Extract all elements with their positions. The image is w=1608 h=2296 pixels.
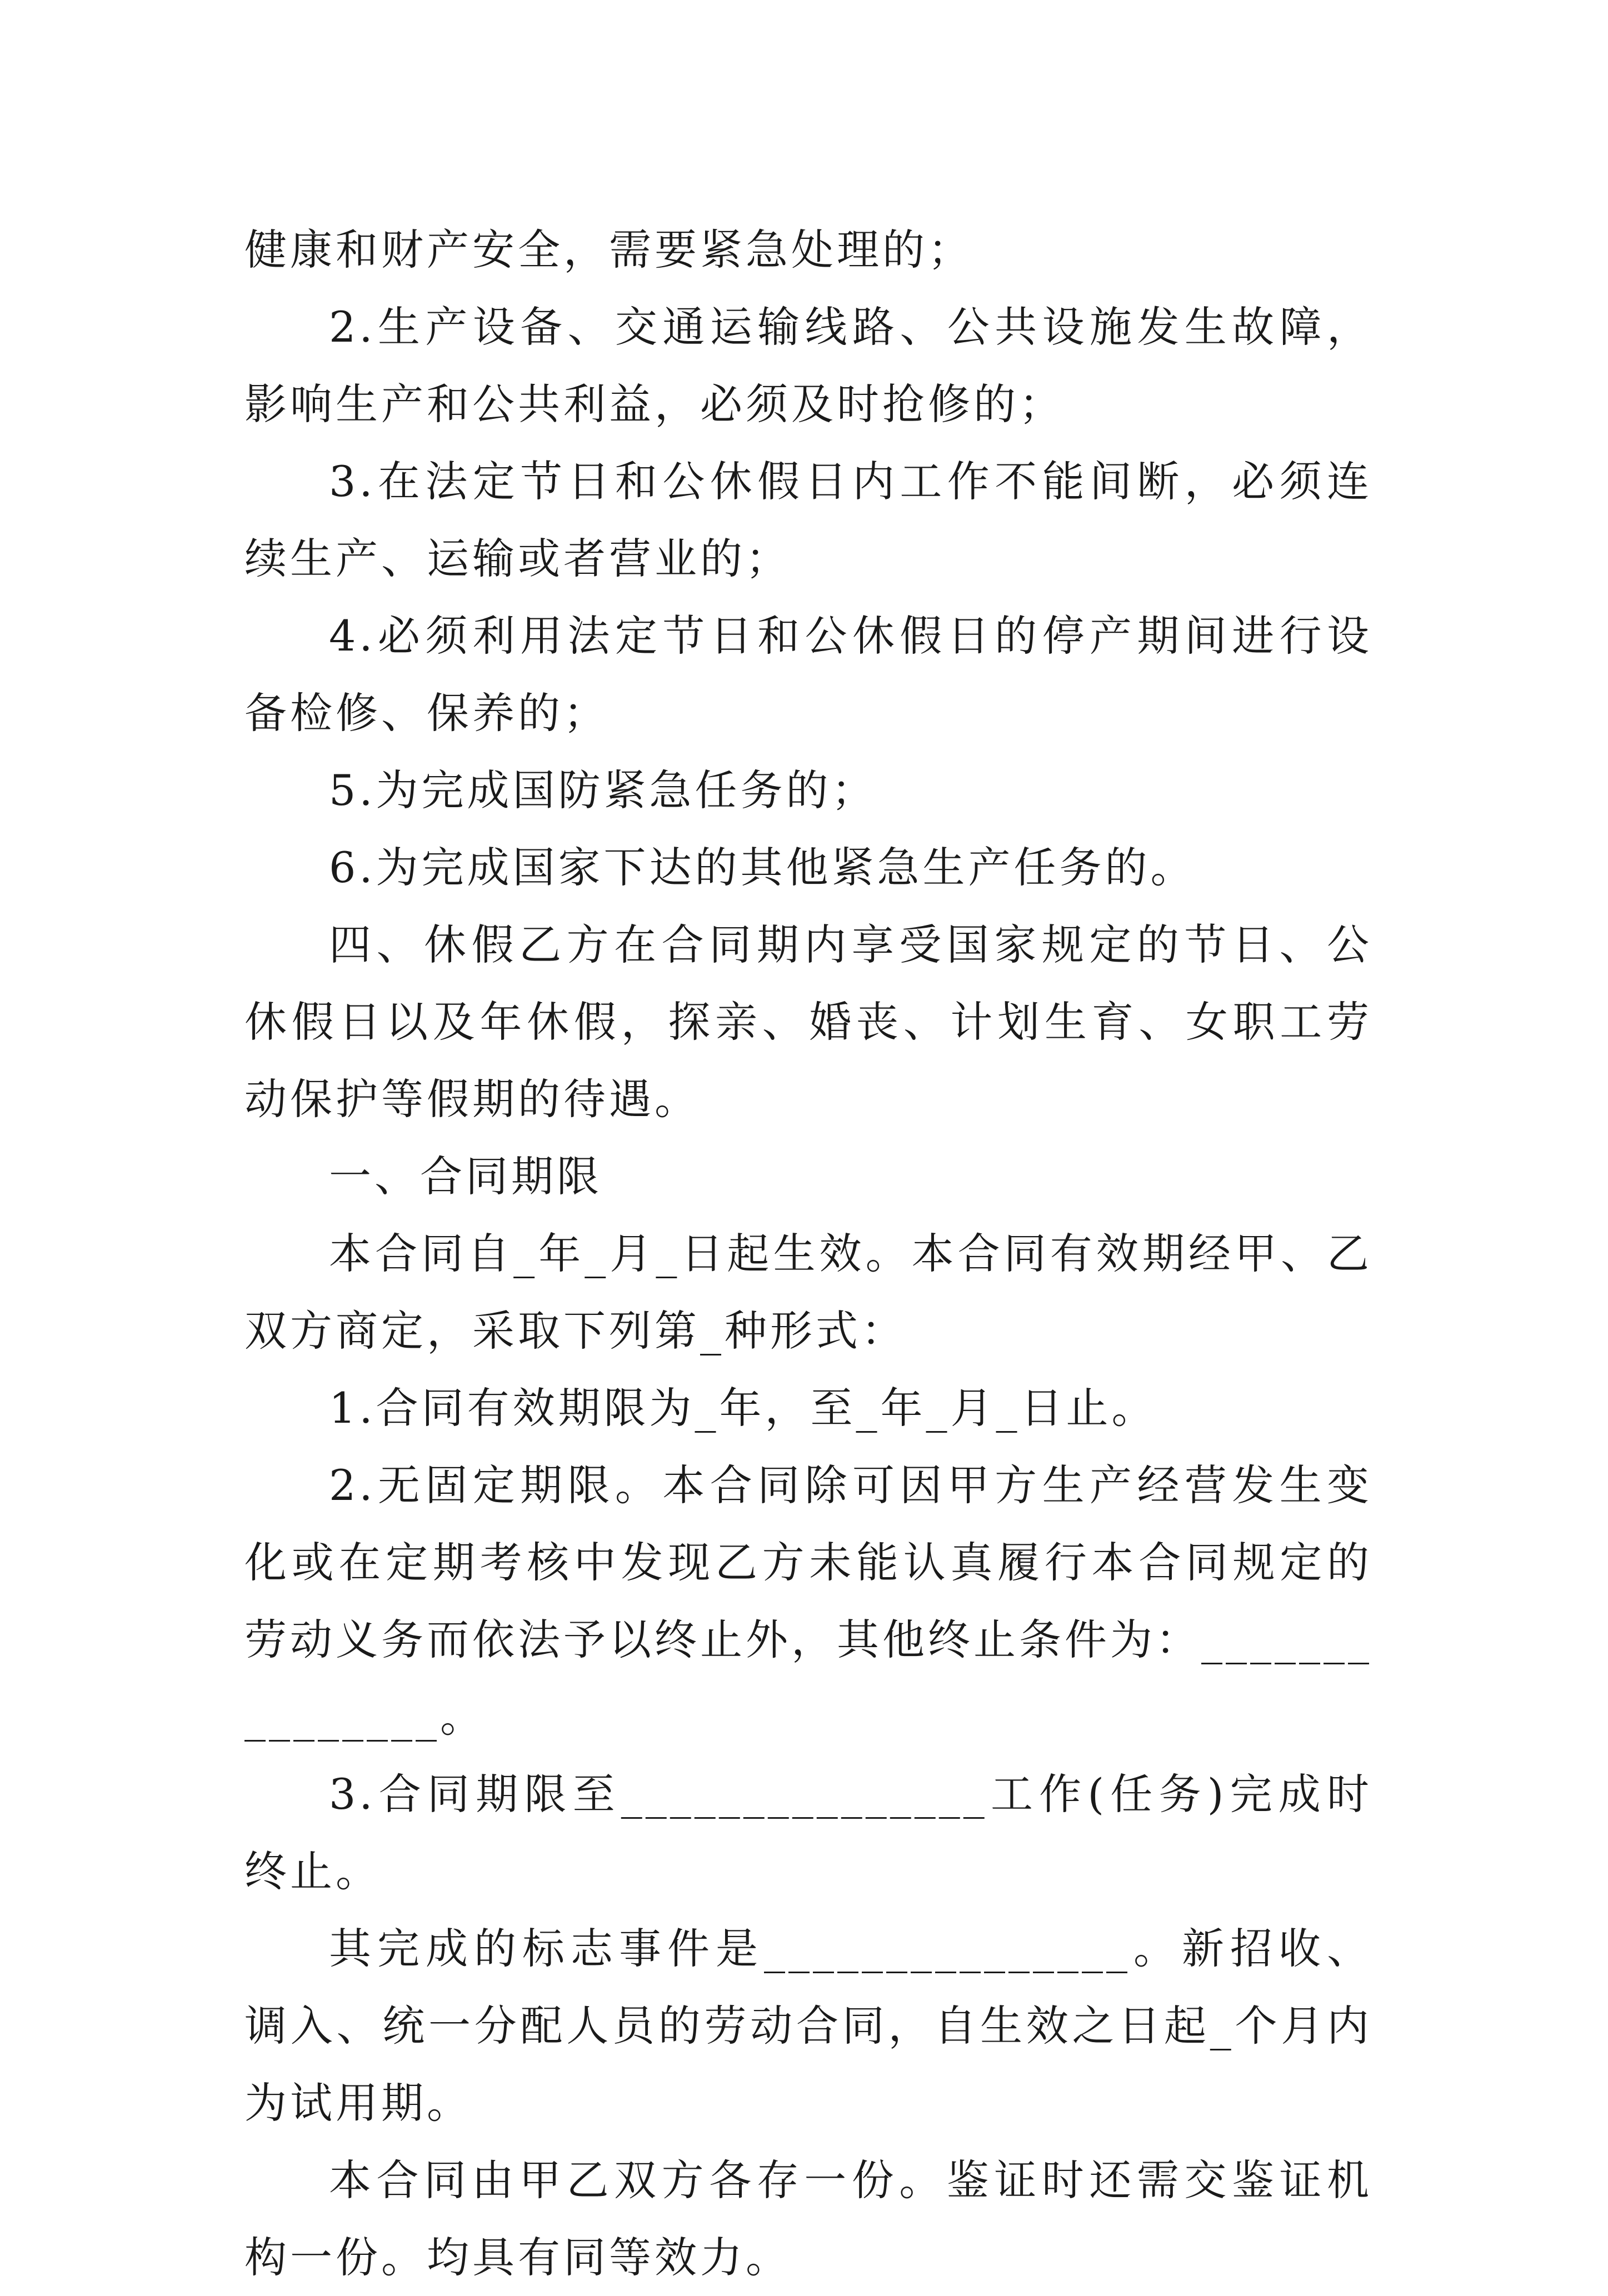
paragraph-5: 5.为完成国防紧急任务的； <box>329 766 877 815</box>
paragraph-13: 其完成的标志事件是_______________。新招收、调入、统一分配人员的劳动合同，自生效之日起_个月内为试用期。 <box>244 1924 1372 2128</box>
paragraph-10: 1.合同有效期限为_年，至_年_月_日止。 <box>329 1383 1157 1433</box>
paragraph-2: 2.生产设备、交通运输线路、公共设施发生故障，影响生产和公共利益，必须及时抢修的； <box>244 302 1372 429</box>
paragraph-6: 6.为完成国家下达的其他紧急生产任务的。 <box>329 843 1196 892</box>
paragraph-4: 4.必须利用法定节日和公休假日的停产期间进行设备检修、保养的； <box>244 611 1372 738</box>
paragraph-12: 3.合同期限至_______________工作(任务)完成时终止。 <box>244 1769 1372 1896</box>
paragraph-3: 3.在法定节日和公休假日内工作不能间断，必须连续生产、运输或者营业的； <box>244 457 1372 583</box>
section-heading: 一、合同期限 <box>329 1152 602 1201</box>
paragraph-7: 四、休假乙方在合同期内享受国家规定的节日、公休假日以及年休假，探亲、婚丧、计划生育、女职工劳动保护等假期的待遇。 <box>244 920 1372 1124</box>
paragraph-1: 健康和财产安全，需要紧急处理的； <box>244 225 973 274</box>
paragraph-9: 本合同自_年_月_日起生效。本合同有效期经甲、乙双方商定，采取下列第_种形式： <box>244 1229 1372 1355</box>
paragraph-14: 本合同由甲乙双方各存一份。鉴证时还需交鉴证机构一份。均具有同等效力。 <box>244 2155 1372 2282</box>
paragraph-11: 2.无固定期限。本合同除可因甲方生产经营发生变化或在定期考核中发现乙方未能认真履行本合同规定的劳动义务而依法予以终止外，其他终止条件为：_______________。 <box>244 1460 1372 1742</box>
document-body <box>244 211 1372 2296</box>
